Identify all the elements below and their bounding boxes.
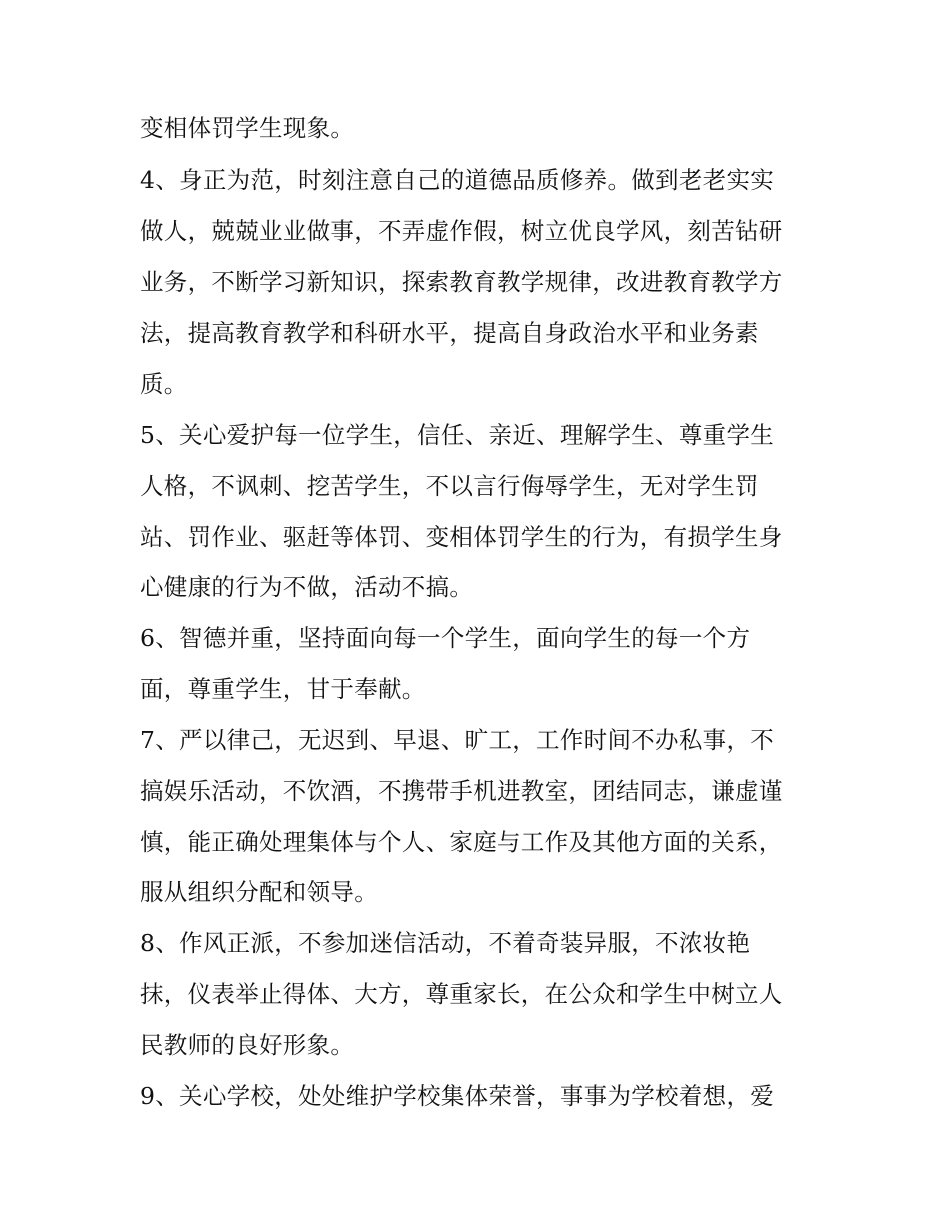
text-line: 5、关心爱护每一位学生，信任、亲近、理解学生、尊重学生 [140, 421, 775, 449]
text-line: 抹，仪表举止得体、大方，尊重家长，在公众和学生中树立人 [140, 980, 783, 1008]
text-line: 站、罚作业、驱赶等体罚、变相体罚学生的行为，有损学生身 [140, 523, 783, 551]
text-line: 7、严以律己，无迟到、早退、旷工，工作时间不办私事，不 [140, 726, 775, 754]
text-line: 人格，不讽刺、挖苦学生，不以言行侮辱学生，无对学生罚 [140, 472, 759, 500]
text-line: 慎，能正确处理集体与个人、家庭与工作及其他方面的关系， [140, 828, 783, 856]
text-line: 8、作风正派，不参加迷信活动，不着奇装异服，不浓妆艳 [140, 929, 751, 957]
text-line: 服从组织分配和领导。 [140, 878, 378, 906]
text-line: 面，尊重学生，甘于奉献。 [140, 675, 426, 703]
text-line: 心健康的行为不做，活动不搞。 [140, 573, 474, 601]
text-line: 4、身正为范，时刻注意自己的道德品质修养。做到老老实实 [140, 166, 775, 194]
text-line: 9、关心学校，处处维护学校集体荣誉，事事为学校着想，爱 [140, 1082, 775, 1110]
text-line: 变相体罚学生现象。 [140, 114, 355, 142]
text-line: 做人，兢兢业业做事，不弄虚作假，树立优良学风，刻苦钻研 [140, 217, 783, 245]
text-line: 质。 [140, 370, 188, 398]
text-line: 民教师的良好形象。 [140, 1031, 355, 1059]
text-line: 搞娱乐活动，不饮酒，不携带手机进教室，团结同志，谦虚谨 [140, 777, 783, 805]
text-line: 法，提高教育教学和科研水平，提高自身政治水平和业务素 [140, 319, 759, 347]
text-line: 6、智德并重，坚持面向每一个学生，面向学生的每一个方 [140, 624, 751, 652]
text-line: 业务，不断学习新知识，探索教育教学规律，改进教育教学方 [140, 268, 783, 296]
